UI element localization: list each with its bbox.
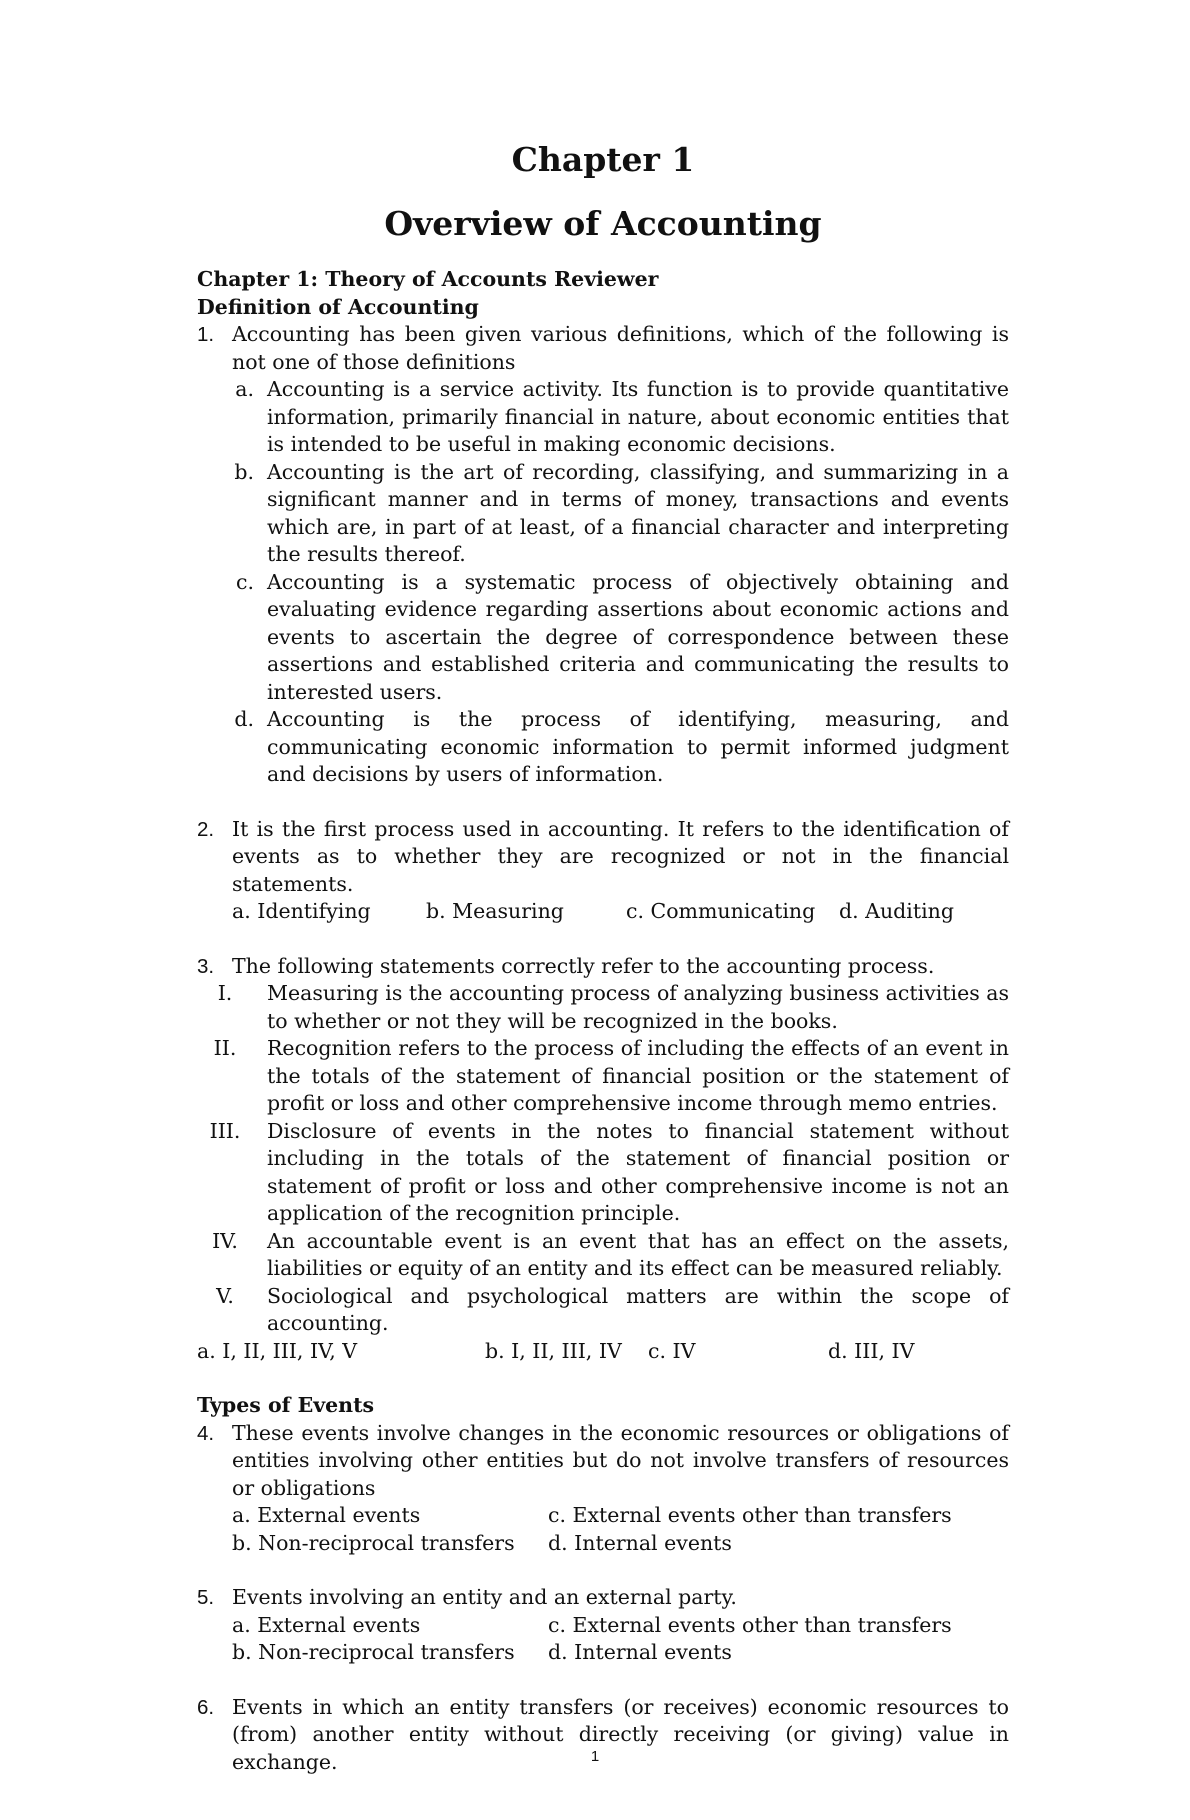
question-5 [197,1584,1009,1667]
document-page [197,140,1009,1776]
question-1 [197,321,1009,789]
option-item: b. Accounting is the art of recording, classifying, and summarizing in a significant manner and in terms of money, transactions and events which are, in part of at least, of a financial character and interpreting the results thereof. [234,459,1009,566]
option-item: b. Non-reciprocal transfers [232,1530,515,1555]
question-number: 4. [197,1421,215,1445]
question-text: It is the first process used in accounting. It refers to the identification of events as to whether they are recognized or not in the financial statements. [232,816,1009,896]
option-item: d. Internal events [548,1530,732,1555]
option-item: d. Internal events [548,1640,732,1664]
statement-item: V. Sociological and psychological matters are within the scope of accounting. [216,1283,1009,1335]
question-text: Events involving an entity and an external party. [232,1585,737,1609]
option-item: c. Communicating [626,899,816,923]
option-item: c. External events other than transfers [548,1503,952,1527]
question-text: Events in which an entity transfers (or receives) economic resources to (from) another entity without directly receiving (or giving) value in exchange. [232,1694,1009,1774]
option-row [197,1338,1009,1366]
option-item: c. External events other than transfers [548,1612,952,1637]
option-item: a. External events [232,1503,421,1527]
statement-item: III. Disclosure of events in the notes to financial statement without including in the totals of the statement of financial position or statement of profit or loss and other comprehensive income is not an application of the recognition principle. [209,1118,1009,1225]
option-item: a. Accounting is a service activity. Its function is to provide quantitative information, primarily financial in nature, about economic entities that is intended to be useful in making economic decisions. [235,377,1009,456]
statement-item: I. Measuring is the accounting process of analyzing business activities as to whether or not they will be recognized in the books. [217,981,1010,1033]
reviewer-heading: Chapter 1: Theory of Accounts Reviewer [197,267,659,291]
statement-item: II. Recognition refers to the process of including the effects of an event in the totals of the statement of financial position or the statement of profit or loss and other comprehensive income through memo entries. [213,1036,1009,1115]
option-item: c. IV [648,1338,696,1363]
question-3 [197,953,1009,1366]
question-number: 2. [197,817,215,841]
option-item: a. I, II, III, IV, V [197,1338,358,1363]
question-text: Accounting has been given various definitions, which of the following is not one of those definitions [232,322,1009,374]
question-number: 6. [197,1695,215,1719]
question-2 [197,816,1009,926]
option-list [232,376,1009,789]
question-number: 1. [197,323,215,346]
option-item: d. Auditing [839,899,954,923]
option-row [232,898,1009,926]
question-text: These events involve changes in the economic resources or obligations of entities involving other entities but do not involve transfers of resources or obligations [232,1420,1009,1500]
statement-list [209,980,1010,1338]
option-item: b. I, II, III, IV [485,1338,622,1363]
chapter-title: Overview of Accounting [384,204,822,243]
question-4 [197,1420,1009,1558]
option-item: b. Measuring [426,899,564,923]
option-item: d. III, IV [828,1338,915,1363]
option-item: c. Accounting is a systematic process of objectively obtaining and evaluating evidence regarding assertions about economic actions and events to ascertain the degree of correspondence between these assertions and established criteria and communicating the results to interested users. [236,569,1009,704]
option-item: a. External events [232,1612,421,1637]
option-grid [232,1612,1009,1667]
option-item: b. Non-reciprocal transfers [232,1640,515,1664]
question-text: The following statements correctly refer to the accounting process. [232,953,935,978]
option-item: a. Identifying [232,899,371,923]
option-grid [232,1502,1009,1557]
section-heading-types: Types of Events [197,1393,375,1417]
question-number: 3. [197,954,215,978]
page-number: 1 [590,1748,600,1765]
statement-item: IV. An accountable event is an event that has an effect on the assets, liabilities or equity of an entity and its effect can be measured reliably. [212,1228,1009,1280]
section-heading-definition: Definition of Accounting [197,294,479,319]
question-number: 5. [197,1586,215,1609]
option-item: d. Accounting is the process of identifying, measuring, and communicating economic information to permit informed judgment and decisions by users of information. [234,707,1009,786]
chapter-label: Chapter 1 [511,140,695,179]
